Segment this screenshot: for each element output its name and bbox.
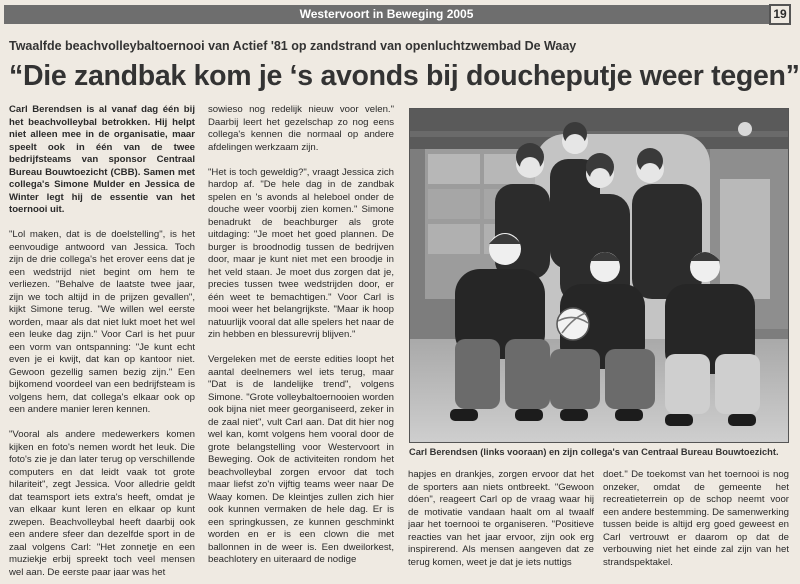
article-headline: “Die zandbak kom je ‘s avonds bij doucheputje weer tegen” [9,60,800,92]
body-paragraph: hapjes en drankjes, zorgen ervoor dat het de sporters aan niets ontbreekt. "Gewoon dóen", reageert Carl op de vraag waar hij de motivatie vandaan haalt om al twaalf jaar het toernooi te organiseren. "Positieve reacties van het jaar ervoor, zijn ook erg inspirerend. Als mensen aangeven dat ze terug komen, weet je dat je iets nuttigs [408,469,594,568]
section-header-bar [4,5,769,24]
body-paragraph: "Lol maken, dat is de doelstelling", is het eenvoudige antwoord van Jessica. Toch zijn de drie collega's het erover eens dat je een wedstrijd niet begint om hem te verliezen. "Behalve de laatste twee jaar, zijn we toch altijd in de prijzen gevallen", kijkt Simone terug. "We willen wel eerste worden, maar als dat niet lukt moet het wel een leuke dag zijn." Voor Carl is het puur een vorm van ontspanning: "Je kunt echt even je ei kwijt, dat kan op kantoor niet. Gewoon gezellig samen bezig zijn." Een bijkomend voordeel van een bedrijfsteam is volgens hem, dat collega's elkaar ook op een andere manier leren kennen. [9,229,195,415]
photo-caption: Carl Berendsen (links vooraan) en zijn collega's van Centraal Bureau Bouwtoezicht. [409,447,779,457]
article-column-4 [603,469,789,576]
team-photo [409,108,789,443]
section-title: Westervoort in Beweging 2005 [299,7,474,21]
article-column-2 [208,104,394,576]
article-column-3 [408,469,594,576]
article-kicker: Twaalfde beachvolleybaltoernooi van Actief '81 op zandstrand van openluchtzwembad De Waay [9,39,577,53]
body-paragraph: "Het is toch geweldig?", vraagt Jessica zich hardop af. "De hele dag in de zandbak spelen en 's avonds al heleboel onder de douche weer voorbij zien komen." Simone benadrukt de beachburger als grote uitdaging: "Je moet het goed plannen. De burger is broodnodig tussen de bedrijven door, maar je kunt niet met een broodje in het veld staan. Je moet dus zorgen dat je, precies tussen twee wedstrijden door, er één weet te bemachtigen." Voor Carl is mooi weer het belangrijkste. "Maar ik hoop natuurlijk vooral dat alle spelers het naar de zin hebben en blessurevrij blijven." [208,166,394,340]
article-intro: Carl Berendsen is al vanaf dag één bij het beachvolleybal betrokken. Hij helpt niet alleen mee in de organisatie, maar speelt ook in één van de twee bedrijfsteams van sponsor Centraal Bureau Bouwtoezicht (CBB). Samen met collega's Simone Mulder en Jessica de Winter legt hij de essentie van het toernooi uit. [9,104,195,215]
body-paragraph: sowieso nog redelijk nieuw voor velen." Daarbij leert het gezelschap zo nog eens collega's kennen die normaal op andere afdelingen werkzaam zijn. [208,104,394,153]
body-paragraph: doet." De toekomst van het toernooi is nog onzeker, omdat de gemeente het recreatieterrein op de schop neemt voor een andere bestemming. De samenwerking tussen beide is altijd erg goed geweest en Carl vertrouwt er daarom op dat de verbouwing niet het einde zal zijn van het strandspektakel. [603,469,789,568]
body-paragraph: Vergeleken met de eerste edities loopt het aantal deelnemers wel iets terug, maar "Dat is de landelijke trend", volgens Simone. "Grote volleybaltoernooien worden ook bijna niet meer georganiseerd, zeker in de zaal niet", vult Carl aan. Dat dit hier nog wel kan, komt volgens hem vooral door de grote belangstelling voor Westervoort in Beweging. Ook de activiteiten rondom het beachvolleybal zorgen ervoor dat toch maar liefst zo'n vijftig teams weer naar De Waay komen. De kleintjes zullen zich hier ook kunnen vermaken de hele dag. Er is een springkussen, ze kunnen geschminkt worden en er is een clown die met ballonnen in de weer is. Een dweilorkest, beachlotery en uiteraard de nodige [208,354,394,565]
page-number: 19 [769,4,791,25]
article-column-1 [9,104,195,576]
team-photo-illustration [410,109,789,443]
body-paragraph: "Vooral als andere medewerkers komen kijken en foto's nemen wordt het leuk. Die foto's zie je dan later terug op verschillende computers en dat leidt vaak tot grote hilariteit", zegt Jessica. Voor alledrie geldt dat teamsport iets extra's heeft, omdat je van elkaar kunt leren en elkaar op kunt zwepen. Beachvolleybal heeft daarbij ook een andere sfeer dan dezelfde sport in de zaal volgens Carl: "Het zonnetje en een muziekje erbij spreekt toch veel mensen wel aan. De eerste paar jaar was het [9,429,195,576]
